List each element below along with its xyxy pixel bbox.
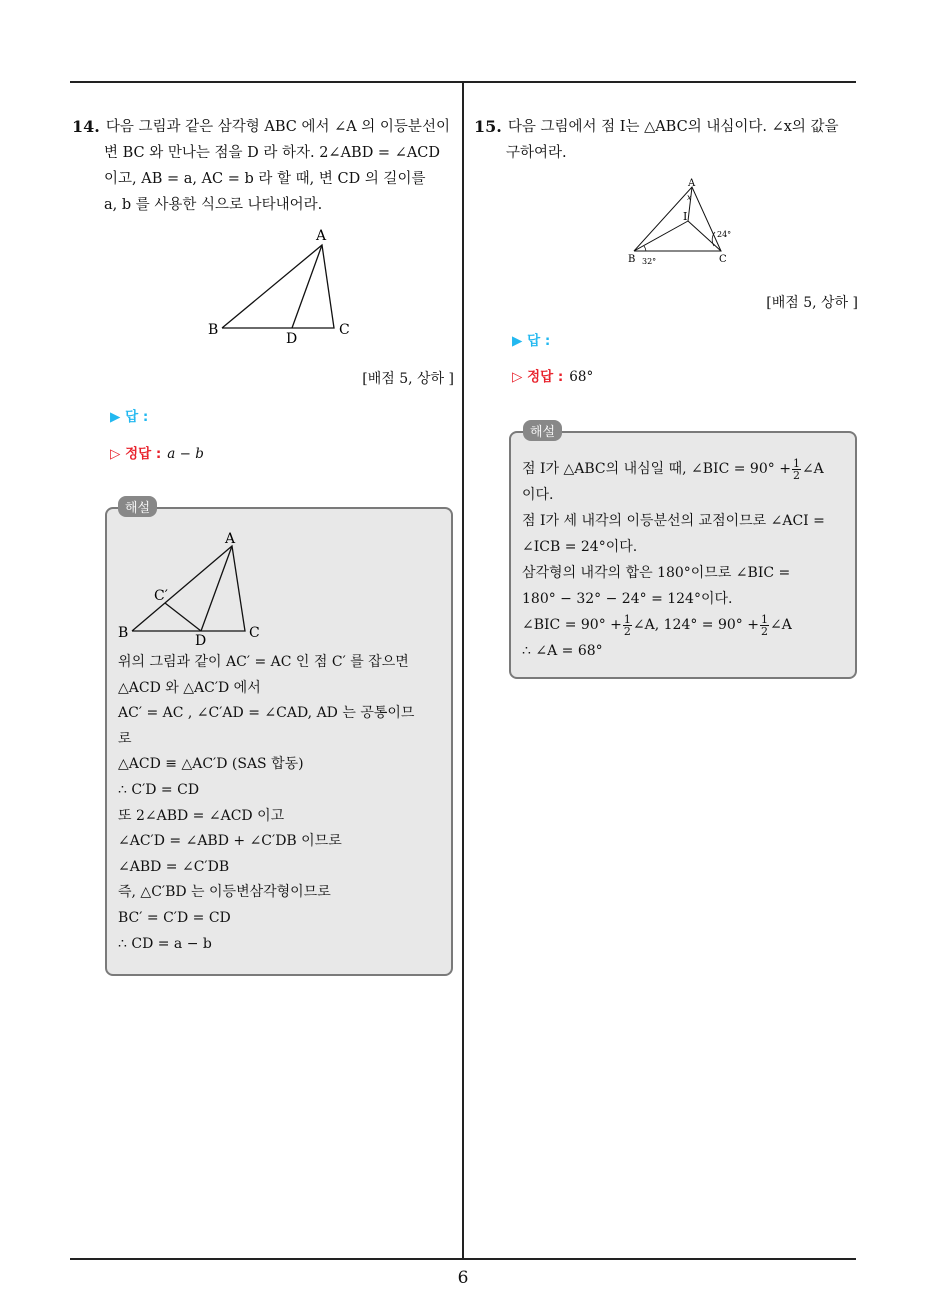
- q15-sol-line-4: ∠ICB = 24°이다.: [522, 539, 638, 555]
- question-15-number: 15.: [474, 117, 502, 136]
- question-14-correct-answer: [110, 442, 204, 462]
- fraction-numerator-3: 1: [760, 612, 768, 626]
- triangle-abc-15: [634, 187, 721, 251]
- solution-label-c: C: [249, 625, 260, 641]
- question-14-line-4: a, b 를 사용한 식으로 나타내어라.: [104, 197, 323, 213]
- label-a: A: [316, 228, 327, 244]
- question-14-line-3: 이고, AB = a, AC = b 라 할 때, 변 CD 의 길이를: [104, 171, 426, 187]
- label-i-15: I: [683, 210, 688, 223]
- question-14-figure: [200, 222, 370, 352]
- question-15-figure: [622, 176, 746, 268]
- q15-sol-line-1b: ∠A: [801, 461, 824, 477]
- question-15-correct-answer: [512, 365, 593, 385]
- label-a-15: A: [688, 178, 696, 189]
- q14-sol-line-1: 위의 그림과 같이 AC′ = AC 인 점 C′ 를 잡으면: [118, 654, 409, 670]
- question-14-correct-value: a − b: [167, 446, 204, 462]
- question-15-answer-label: ▶ 답 :: [512, 333, 551, 349]
- question-14: [72, 114, 456, 218]
- fraction-half-2: [623, 614, 632, 637]
- question-15-solution-tag: 해설: [523, 420, 562, 441]
- solution-label-cp: C′: [154, 588, 168, 604]
- label-24-15: 24°: [717, 230, 732, 239]
- q15-sol-line-1a: 점 I가 △ABC의 내심일 때, ∠BIC = 90° +: [522, 461, 791, 477]
- q15-sol-line-7b: ∠A, 124° = 90° +: [632, 617, 759, 633]
- question-15: [474, 114, 858, 166]
- q15-sol-line-7: [522, 612, 848, 638]
- label-b-15: B: [628, 254, 636, 265]
- q14-sol-line-8: ∠AC′D = ∠ABD + ∠C′DB 이므로: [118, 833, 342, 850]
- q14-sol-line-3: AC′ = AC , ∠C′AD = ∠CAD, AD 는 공통이므: [118, 705, 415, 722]
- question-14-correct-label: ▷ 정답 :: [110, 446, 162, 462]
- page-number: 6: [457, 1268, 469, 1288]
- label-c-15: C: [719, 254, 727, 265]
- question-15-line-2: 구하여라.: [506, 145, 567, 161]
- fraction-half-3: [760, 614, 769, 637]
- segment-bi: [634, 221, 688, 251]
- question-15-solution-text: [522, 456, 848, 664]
- q15-sol-line-7c: ∠A: [769, 617, 792, 633]
- question-15-line-1: 다음 그림에서 점 I는 △ABC의 내심이다. ∠x의 값을: [507, 119, 839, 135]
- column-divider: [462, 81, 464, 1259]
- solution-line-cpd: [165, 603, 201, 631]
- fraction-denominator: 2: [792, 468, 800, 482]
- angle-arc-b: [644, 246, 646, 251]
- q15-sol-line-3: 점 I가 세 내각의 이등분선의 교점이므로 ∠ACI =: [522, 513, 825, 529]
- question-14-solution-figure: [112, 530, 272, 650]
- q15-sol-line-6: 180° − 32° − 24° = 124°이다.: [522, 591, 733, 607]
- q14-sol-line-4: 로: [118, 730, 132, 747]
- solution-label-b: B: [118, 625, 129, 641]
- question-14-score: [배점 5, 상하 ]: [362, 371, 454, 387]
- label-b: B: [208, 322, 219, 338]
- question-15-correct-label: ▷ 정답 :: [512, 369, 564, 385]
- question-14-line-2: 변 BC 와 만나는 점을 D 라 하자. 2∠ABD = ∠ACD: [104, 145, 441, 161]
- label-32-15: 32°: [642, 257, 657, 266]
- fraction-half: [792, 458, 801, 481]
- q14-sol-line-2: △ACD 와 △AC′D 에서: [118, 679, 261, 696]
- label-c: C: [339, 322, 350, 338]
- question-14-number: 14.: [72, 117, 100, 136]
- question-15-correct-value: 68°: [569, 369, 594, 385]
- q15-sol-line-2: 이다.: [522, 487, 554, 503]
- label-d: D: [286, 331, 298, 347]
- question-14-answer-label: ▶ 답 :: [110, 409, 149, 425]
- label-x-15: x: [687, 193, 692, 202]
- q15-sol-line-1: [522, 456, 848, 482]
- q14-sol-line-7: 또 2∠ABD = ∠ACD 이고: [118, 807, 285, 824]
- fraction-numerator-2: 1: [623, 612, 631, 626]
- solution-label-a: A: [225, 531, 236, 547]
- q15-sol-line-8: ∴ ∠A = 68°: [522, 643, 603, 659]
- fraction-denominator-3: 2: [760, 624, 768, 638]
- q14-sol-line-6: ∴ C′D = CD: [118, 781, 200, 798]
- question-14-line-1: 다음 그림과 같은 삼각형 ABC 에서 ∠A 의 이등분선이: [105, 119, 450, 135]
- q15-sol-line-7a: ∠BIC = 90° +: [522, 617, 622, 633]
- question-14-text: [72, 114, 456, 218]
- q14-sol-line-12: ∴ CD = a − b: [118, 935, 212, 952]
- q14-sol-line-9: ∠ABD = ∠C′DB: [118, 858, 230, 875]
- q14-sol-line-10: 즉, △C′BD 는 이등변삼각형이므로: [118, 884, 331, 901]
- solution-triangle: [132, 546, 245, 631]
- fraction-numerator: 1: [792, 456, 800, 470]
- q14-sol-line-11: BC′ = C′D = CD: [118, 909, 231, 926]
- question-15-score: [배점 5, 상하 ]: [766, 295, 858, 311]
- q15-sol-line-5: 삼각형의 내각의 합은 180°이므로 ∠BIC =: [522, 565, 791, 581]
- question-14-solution-tag: 해설: [118, 496, 157, 517]
- fraction-denominator-2: 2: [623, 624, 631, 638]
- question-14-solution-text: [118, 650, 448, 957]
- bottom-rule: [70, 1258, 856, 1260]
- solution-label-d: D: [195, 633, 207, 649]
- q14-sol-line-5: △ACD ≡ △AC′D (SAS 합동): [118, 756, 304, 773]
